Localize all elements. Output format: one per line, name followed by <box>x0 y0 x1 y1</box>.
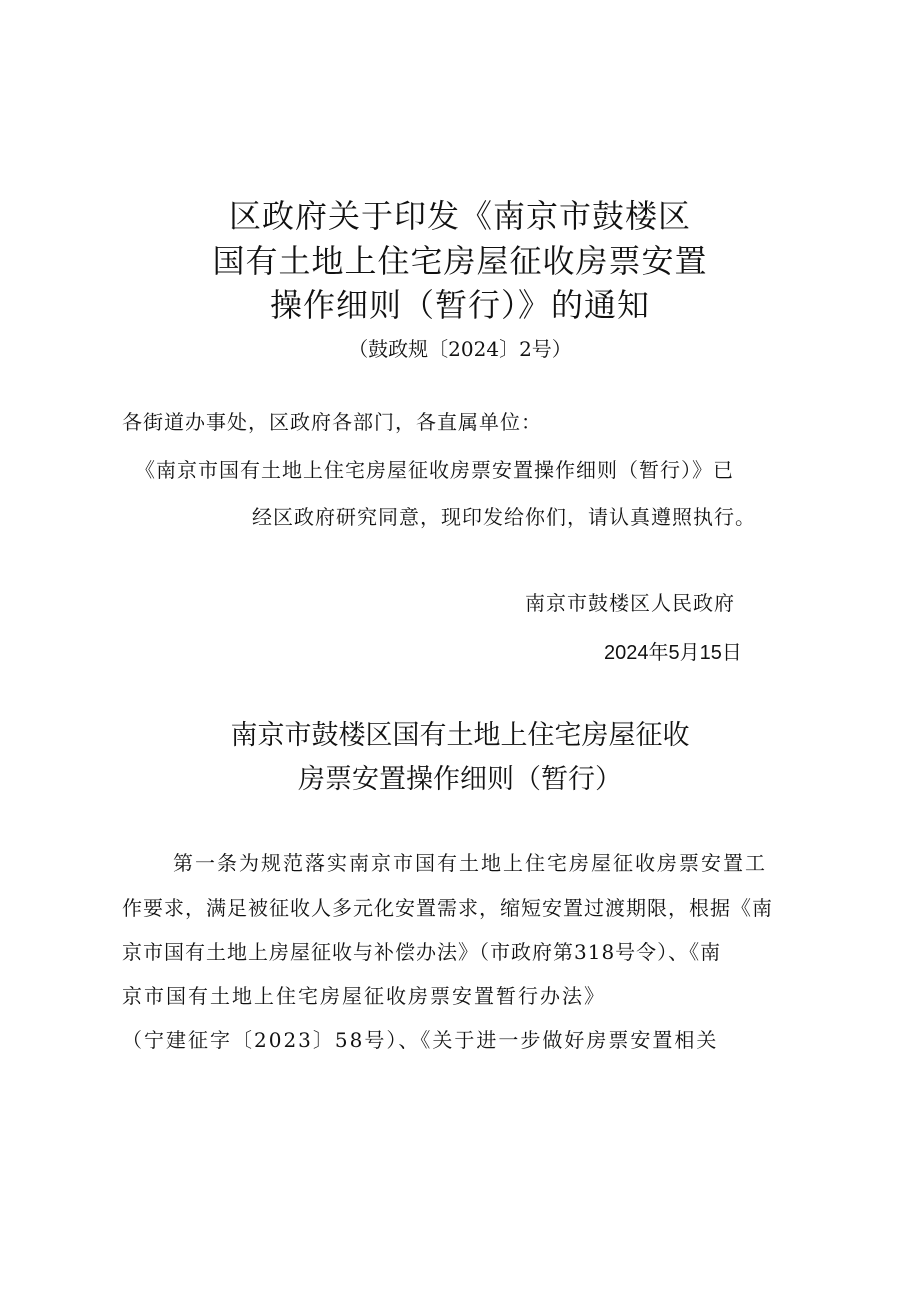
notice-title-line-3: 操作细则（暂行）》的通知 <box>269 286 650 324</box>
notice-body-line-2: 经区政府研究同意，现印发给你们，请认真遵照执行。 <box>252 505 756 529</box>
rules-title-line-2: 房票安置操作细则（暂行） <box>298 764 622 795</box>
article1-line-3: 京市国有土地上房屋征收与补偿办法》（市政府第318号令）、《南 <box>122 940 722 964</box>
article1-line-1: 第一条为规范落实南京市国有土地上住宅房屋征收房票安置工 <box>173 851 767 875</box>
notice-body-line-1: 《南京市国有土地上住宅房屋征收房票安置操作细则（暂行）》已 <box>135 458 734 482</box>
issuer: 南京市鼓楼区人民政府 <box>525 591 735 615</box>
salutation: 各街道办事处，区政府各部门，各直属单位： <box>122 410 542 434</box>
document-number: （鼓政规〔2024〕2号） <box>348 337 572 361</box>
article1-line-5: （宁建征字〔2023〕58号）、《关于进一步做好房票安置相关 <box>122 1028 719 1052</box>
issue-date: 2024年5月15日 <box>604 642 742 664</box>
notice-title-line-1: 区政府关于印发《南京市鼓楼区 <box>228 197 691 235</box>
rules-title-line-1: 南京市鼓楼区国有土地上住宅房屋征收 <box>230 720 690 751</box>
notice-title-line-2: 国有土地上住宅房屋征收房票安置 <box>212 242 708 280</box>
article1-line-4: 京市国有土地上住宅房屋征收房票安置暂行办法》 <box>122 984 606 1008</box>
article1-line-2: 作要求，满足被征收人多元化安置需求，缩短安置过渡期限，根据《南 <box>122 896 773 920</box>
